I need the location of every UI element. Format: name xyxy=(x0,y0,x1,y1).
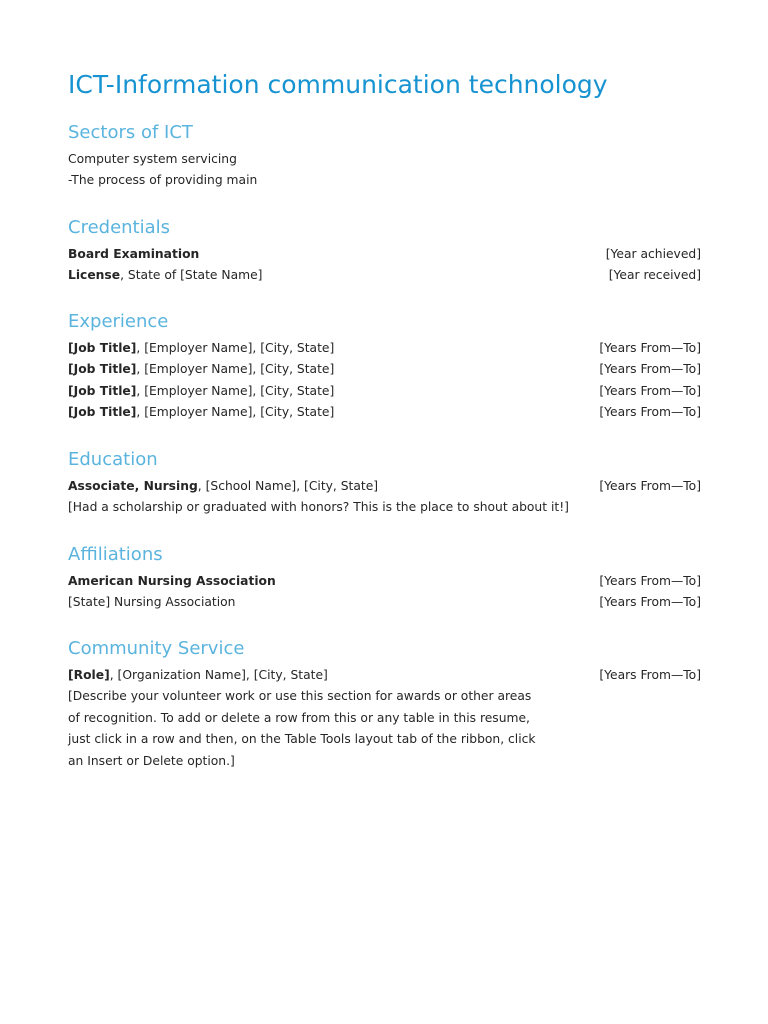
credentials-heading: Credentials xyxy=(68,217,171,238)
degree: Associate, Nursing xyxy=(68,479,198,493)
experience-years: [Years From—To] xyxy=(599,341,701,355)
education-section xyxy=(68,448,701,519)
affiliation-years: [Years From—To] xyxy=(599,574,701,588)
community-description: [Describe your volunteer work or use this section for awards or other areas of recognition. To add or delete a row from this or any table in this resume, just click in a row and then, on the Table Tools layout tab of the ribbon, click an Insert or Delete option.] xyxy=(68,689,536,768)
credential-row xyxy=(68,265,701,286)
credential-year: [Year achieved] xyxy=(605,247,701,261)
education-heading: Education xyxy=(68,449,158,470)
community-left xyxy=(68,665,328,686)
community-row xyxy=(68,665,701,686)
job-title: [Job Title] xyxy=(68,362,137,377)
credentials-section xyxy=(68,216,701,287)
credential-name: Board Examination xyxy=(68,247,200,261)
employer-detail: , [Employer Name], [City, State] xyxy=(136,362,335,377)
experience-left xyxy=(68,338,334,359)
document-title: ICT-Information communication technology xyxy=(68,70,608,99)
credential-detail: , State of [State Name] xyxy=(120,268,263,283)
experience-left xyxy=(68,402,334,423)
credential-name: License xyxy=(68,268,121,283)
credential-left xyxy=(68,244,199,265)
experience-heading: Experience xyxy=(68,311,169,332)
job-title: [Job Title] xyxy=(68,405,137,420)
experience-years: [Years From—To] xyxy=(599,362,701,377)
sectors-line: -The process of providing main xyxy=(68,173,258,188)
affiliation-row xyxy=(68,592,701,613)
credential-row xyxy=(68,244,701,265)
education-row xyxy=(68,476,701,497)
education-note: [Had a scholarship or graduated with honors? This is the place to shout about it!] xyxy=(68,500,569,515)
sectors-heading: Sectors of ICT xyxy=(68,122,193,143)
experience-row xyxy=(68,338,701,359)
sectors-line: Computer system servicing xyxy=(68,152,237,166)
experience-left xyxy=(68,359,334,380)
organization-detail: , [Organization Name], [City, State] xyxy=(109,668,328,682)
employer-detail: , [Employer Name], [City, State] xyxy=(136,341,335,355)
sectors-section xyxy=(68,121,701,192)
affiliation-left xyxy=(68,592,235,613)
experience-years: [Years From—To] xyxy=(599,405,701,420)
experience-section xyxy=(68,310,701,424)
affiliation-left xyxy=(68,571,276,592)
affiliation-name: American Nursing Association xyxy=(68,574,276,588)
education-left xyxy=(68,476,378,497)
credential-year: [Year received] xyxy=(608,268,701,283)
experience-years: [Years From—To] xyxy=(599,383,701,398)
experience-left xyxy=(68,381,334,402)
affiliation-detail: [State] Nursing Association xyxy=(68,595,236,610)
role: [Role] xyxy=(68,668,110,682)
school-detail: , [School Name], [City, State] xyxy=(197,479,379,493)
credential-left xyxy=(68,265,262,286)
experience-row xyxy=(68,359,701,380)
education-years: [Years From—To] xyxy=(599,479,701,493)
affiliations-heading: Affiliations xyxy=(68,544,163,565)
experience-row xyxy=(68,402,701,423)
affiliations-section xyxy=(68,543,701,614)
affiliation-years: [Years From—To] xyxy=(599,595,701,610)
community-section xyxy=(68,637,701,772)
community-years: [Years From—To] xyxy=(599,668,701,682)
employer-detail: , [Employer Name], [City, State] xyxy=(136,405,335,420)
job-title: [Job Title] xyxy=(68,341,137,355)
job-title: [Job Title] xyxy=(68,383,137,398)
employer-detail: , [Employer Name], [City, State] xyxy=(136,383,335,398)
affiliation-row xyxy=(68,571,701,592)
experience-row xyxy=(68,381,701,402)
community-heading: Community Service xyxy=(68,638,245,659)
